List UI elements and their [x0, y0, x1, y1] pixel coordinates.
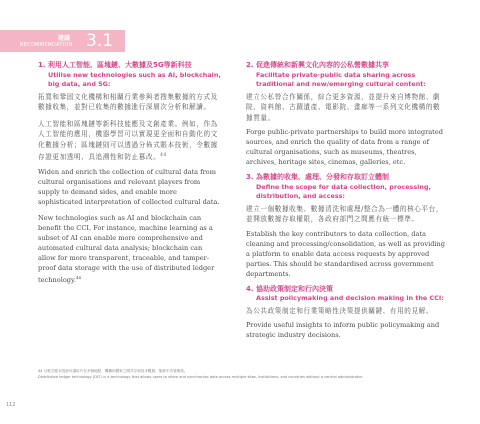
banner-number: 3.1 [86, 31, 114, 51]
heading-3-en: Define the scope for data collection, processing, distribution, and access: [256, 182, 431, 200]
heading-3 [246, 173, 446, 183]
para-4-zh: 建立一個數據收集、數據清洗和處理/整合為一體的核心平台，並開放數據存取權限，各政府部門之間應有統一標準。 [246, 204, 444, 223]
page-number: 112 [6, 402, 16, 408]
footnote-zh: 44 分佈式賬本技術可讓用戶在多個地點、機構和國家之間共享和同步數據，無需中央管理員。 [38, 369, 188, 373]
para-2-zh [38, 119, 221, 163]
heading-2-en: Facilitate private-public data sharing across traditional and new/emerging cultural content: [256, 70, 426, 88]
para-1-zh: 拓寬和鞏固文化機構和相關行業參與者搜集數據的方式及數據收集，並對已收集的數據進行深層次分析和解讀。 [38, 92, 218, 111]
banner-zh: 建議 [58, 35, 71, 42]
heading-2 [246, 61, 446, 71]
footnote-ref-en: 44 [75, 274, 82, 280]
heading-4-en: Assist policymaking and decision making in the CCI: [256, 294, 444, 302]
footnote [38, 369, 458, 380]
left-column [38, 61, 221, 285]
heading-1-zh: 利用人工智能、區塊鏈、大數據及5G等新科技 [48, 61, 192, 69]
para-4-en: Establish the key contributors to data collection, data cleaning and processing/consolidation, as well as providing a platform to enable data access requests by approved parties. This should be standardised across government departments. [246, 229, 446, 278]
recommendation-banner [0, 30, 125, 52]
heading-1 [38, 61, 221, 71]
footnote-ref: 44 [160, 152, 167, 157]
heading-4-zh: 協助政策制定和行內決策 [256, 284, 333, 293]
heading-2-zh: 促進傳統和新興文化內容的公私營數據共享 [256, 61, 389, 69]
para-5-zh: 為公共政策制定和行業策略性決策提供關鍵、有用的見解。 [246, 306, 434, 315]
heading-4-number: 4. [246, 284, 254, 293]
para-5-en: Provide useful insights to inform public policymaking and strategic industry decisions. [246, 321, 440, 339]
heading-1-en: Utilise new technologies such as AI, blockchain, big data, and 5G: [48, 70, 221, 88]
heading-3-number: 3. [246, 173, 254, 181]
heading-4 [246, 285, 446, 295]
right-column [246, 61, 446, 340]
para-2-en [38, 213, 221, 285]
heading-3-zh: 為數據的收集、處理、分發和存取訂立體制 [256, 173, 389, 181]
para-2-en-text: New technologies such as AI and blockchain can benefit the CCI. For instance, machine learning as a subset of AI can enable more comprehensive and automated cultural data analysis; blockchain can allow for more transparent, traceable, and tamper-proof data storage with the use of distributed ledger technology. [38, 213, 215, 284]
banner-en: RECOMMENDATION [20, 42, 73, 48]
para-3-zh: 建立公私營合作關係，綜合更多資源，並提升來自博物館、劇院、資料館、古蹟遺產、電影院、畫廊等一系列文化機構的數據質量。 [246, 92, 441, 122]
para-2-zh-text: 人工智能和區塊鏈等新科技能應及文創產業。例如，作為人工智能的應用，機器學習可以實現更全面和自動化的文化數據分析；區塊鏈則可以透過分佈式賬本技術，令數據存證更加透明、具追溯性和防止篡改。 [38, 119, 218, 162]
para-1-en: Widen and enrich the collection of cultural data from cultural organisations and relevant players from supply to demand sides, and enable more sophisticated interpretation of collected cultural data. [38, 167, 220, 206]
para-3-en: Forge public-private partnerships to build more integrated sources, and enrich the quality of data from a range of cultural organisations, such as museums, theatres, archives, heritage sites, cinemas, galleries, etc. [246, 128, 443, 166]
heading-1-number: 1. [38, 61, 46, 69]
footnote-en: Distributed ledger technology (DLT) is a technology that allows users to share and synchronise data across multiple sites, institutions, and countries without a central administrator. [38, 374, 363, 379]
heading-2-number: 2. [246, 61, 254, 69]
